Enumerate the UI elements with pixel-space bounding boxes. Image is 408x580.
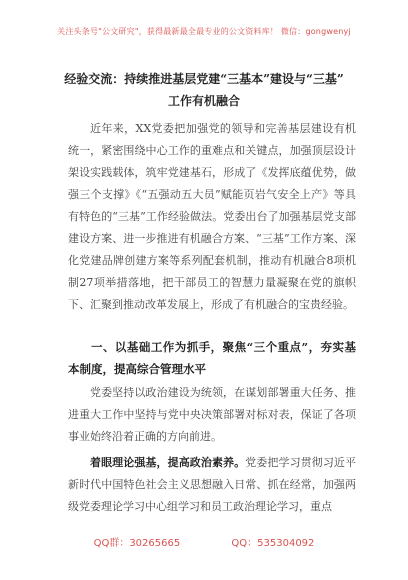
section-1-lead: 着眼理论强基，提高政治素养。 [90,456,246,469]
title-line-1: 经验交流：持续推进基层党建“三基本”建设与“三基” [64,72,344,86]
section-1-lead-paragraph [68,452,356,518]
intro-paragraph: 近年来，XX党委把加强党的领导和完善基层建设有机统一，紧密围绕中心工作的重难点和关键点，加强顶层设计架设实践载体，筑牢党建基石，形成了《发挥底蕴优势，做强三个支撑》《“五强动五大员”赋能页岩气安全上产》等具有特色的“三基”工作经验做法。党委出台了加强基层党支部建设方案、进一步推进有机融合方案、“三基”工作方案、深化党建品牌创建方案等系列配套机制，推动有机融合8项机制27项举措落地，把干部员工的智慧力量凝聚在党的旗帜下、汇聚到推动改革发展上，形成了有机融合的宝贵经验。 [68,122,356,311]
section-1-heading: 一、以基础工作为抓手，聚焦“三个重点”，夯实基本制度，提高综合管理水平 [68,340,356,376]
footer-contact [0,534,408,549]
document-title [40,68,368,112]
section-1-paragraph: 党委坚持以政治建设为统领，在谋划部署重大任务、推进重大工作中坚持与党中央决策部署对标对表，保证了各项事业始终沿着正确的方向前进。 [68,386,356,443]
title-line-2: 工作有机融合 [167,94,240,108]
footer-qq: QQ：535304092 [231,538,315,549]
header-banner: 关注头条号"公文研究"，获得最新最全最专业的公文资料库！ 微信：gongwenyj [57,27,351,36]
section-1-lead-text: 党委把学习贯彻习近平新时代中国特色社会主义思想融入日常、抓在经常，加强两级党委理论学习中心组学习和员工政治理论学习，重点 [68,456,357,513]
footer-qq-group: QQ群：30265665 [93,538,181,549]
